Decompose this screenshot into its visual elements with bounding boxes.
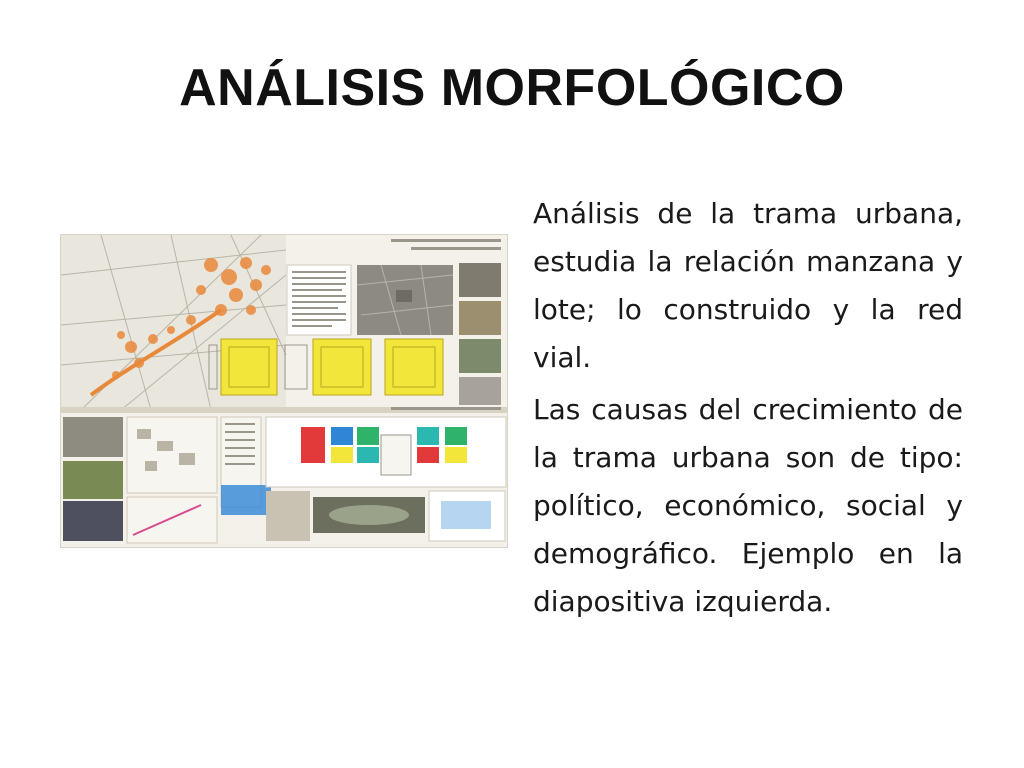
paragraph-2: Las causas del crecimiento de la trama urbana son de tipo: político, económico, social y demográfico. Ejemplo en la diapositiva izquierda. [533, 393, 963, 618]
paragraph-1: Análisis de la trama urbana, estudia la relación manzana y lote; lo construido y la red vial. [533, 197, 963, 374]
slide-title: ANÁLISIS MORFOLÓGICO [179, 59, 845, 117]
slide-body [533, 190, 963, 630]
urban-analysis-poster-image [60, 234, 508, 548]
poster-illustration [61, 235, 507, 547]
